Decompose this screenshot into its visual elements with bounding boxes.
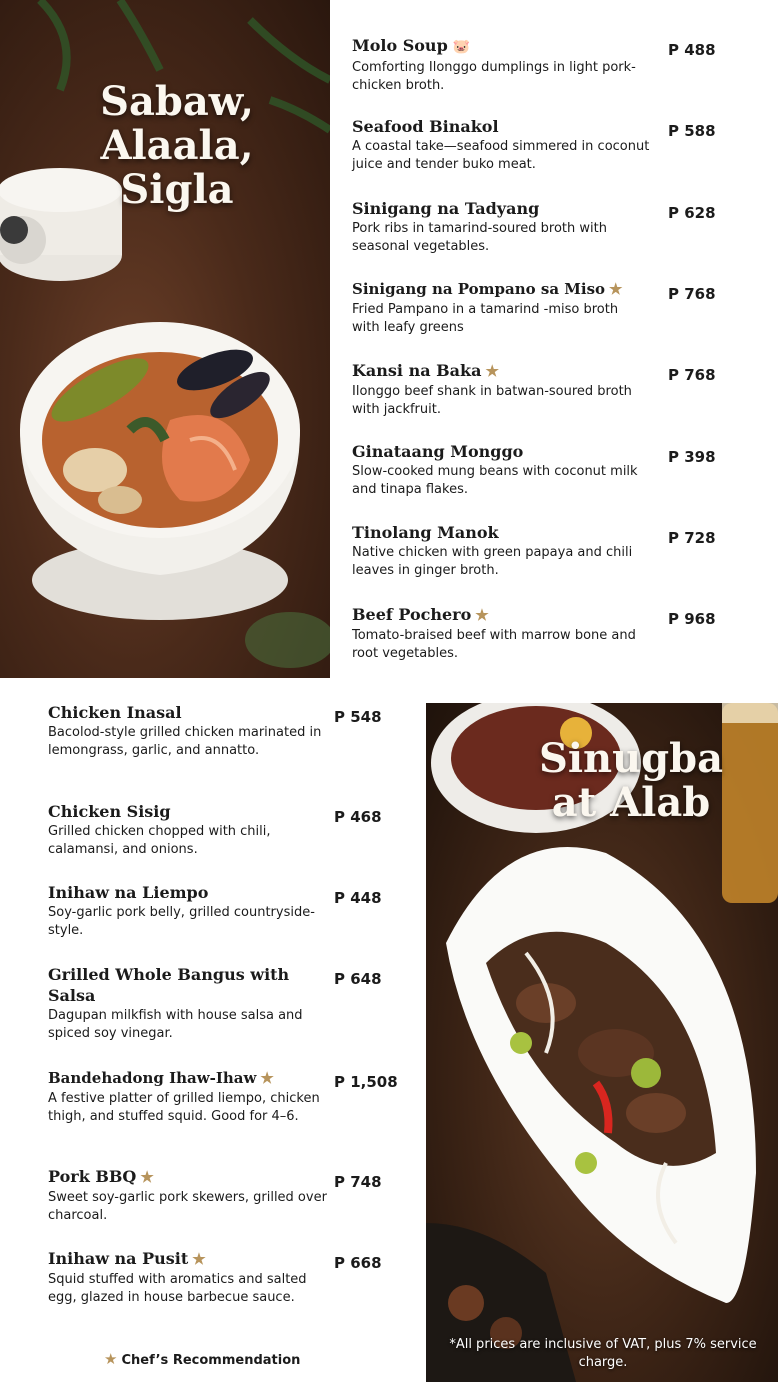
section-title-soups — [82, 80, 272, 212]
title-line: Sigla — [120, 166, 234, 213]
menu-item — [48, 1166, 330, 1225]
item-name: Pork BBQ ★ — [48, 1167, 154, 1186]
title-line: Sinugba — [538, 735, 724, 782]
item-name: Tinolang Manok — [352, 523, 499, 542]
title-line: at Alab — [551, 779, 711, 826]
item-description: A coastal take—seafood simmered in coconut juice and tender buko meat. — [352, 139, 650, 172]
item-name: Molo Soup 🐷 — [352, 36, 471, 55]
menu-item — [352, 441, 652, 499]
item-description: Comforting Ilonggo dumplings in light pork-chicken broth. — [352, 60, 636, 93]
item-name: Ginataang Monggo — [352, 442, 524, 461]
item-description: Squid stuffed with aromatics and salted egg, glazed in house barbecue sauce. — [48, 1272, 307, 1305]
item-price: P 768 — [668, 285, 716, 303]
star-icon: ★ — [104, 1350, 118, 1368]
item-description: Pork ribs in tamarind-soured broth with seasonal vegetables. — [352, 221, 607, 254]
item-description: Soy-garlic pork belly, grilled countryside-style. — [48, 905, 315, 938]
menu-item — [48, 702, 328, 760]
item-price: P 468 — [334, 808, 382, 826]
menu-item — [48, 882, 328, 940]
menu-item — [352, 279, 664, 337]
item-price: P 548 — [334, 708, 382, 726]
price-footnote: *All prices are inclusive of VAT, plus 7% service charge. — [449, 1337, 757, 1370]
star-icon: ★ — [485, 362, 499, 380]
item-price: P 648 — [334, 970, 382, 988]
item-price: P 628 — [668, 204, 716, 222]
menu-item — [48, 1068, 328, 1126]
title-line: Sabaw, — [100, 78, 254, 125]
item-name: Beef Pochero ★ — [352, 605, 489, 624]
item-name: Inihaw na Liempo — [48, 883, 209, 902]
menu-item — [352, 198, 652, 256]
item-price: P 768 — [668, 366, 716, 384]
grill-photo — [426, 703, 778, 1382]
title-line: Alaala, — [100, 122, 254, 169]
star-icon: ★ — [260, 1069, 274, 1087]
item-price: P 748 — [334, 1173, 382, 1191]
item-price: P 448 — [334, 889, 382, 907]
menu-item — [48, 964, 328, 1043]
item-description: A festive platter of grilled liempo, chicken thigh, and stuffed squid. Good for 4–6. — [48, 1091, 320, 1124]
star-icon: ★ — [140, 1168, 154, 1186]
item-price: P 1,508 — [334, 1073, 398, 1091]
legend-label: Chef’s Recommendation — [121, 1353, 301, 1368]
item-description: Ilonggo beef shank in batwan-soured broth with jackfruit. — [352, 384, 632, 417]
section-title-grill — [486, 737, 776, 825]
item-name: Kansi na Baka ★ — [352, 361, 499, 380]
soup-photo — [0, 0, 330, 678]
star-icon: ★ — [475, 606, 489, 624]
item-name: Seafood Binakol — [352, 117, 499, 136]
item-price: P 968 — [668, 610, 716, 628]
star-icon: ★ — [609, 280, 623, 298]
item-name: Chicken Sisig — [48, 802, 171, 821]
item-description: Fried Pampano in a tamarind -miso broth with leafy greens — [352, 302, 619, 335]
item-price: P 398 — [668, 448, 716, 466]
item-price: P 488 — [668, 41, 716, 59]
item-name: Grilled Whole Bangus with Salsa — [48, 965, 290, 1005]
item-price: P 588 — [668, 122, 716, 140]
menu-item — [352, 604, 657, 663]
menu-item — [352, 360, 652, 419]
star-icon: ★ — [192, 1250, 206, 1268]
item-description: Slow-cooked mung beans with coconut milk and tinapa flakes. — [352, 464, 638, 497]
item-name: Chicken Inasal — [48, 703, 182, 722]
pig-icon: 🐷 — [452, 39, 471, 55]
item-description: Dagupan milkfish with house salsa and spiced soy vinegar. — [48, 1008, 303, 1041]
item-name: Sinigang na Tadyang — [352, 199, 540, 218]
item-name: Inihaw na Pusit ★ — [48, 1249, 206, 1268]
legend-chef-recommendation — [104, 1350, 300, 1368]
item-price: P 728 — [668, 529, 716, 547]
item-description: Bacolod-style grilled chicken marinated in lemongrass, garlic, and annatto. — [48, 725, 322, 758]
menu-item — [48, 801, 328, 859]
item-name: Sinigang na Pompano sa Miso ★ — [352, 280, 623, 298]
item-description: Tomato-braised beef with marrow bone and root vegetables. — [352, 628, 636, 661]
item-description: Sweet soy-garlic pork skewers, grilled over charcoal. — [48, 1190, 327, 1223]
item-description: Native chicken with green papaya and chili leaves in ginger broth. — [352, 545, 633, 578]
item-price: P 668 — [334, 1254, 382, 1272]
menu-item — [48, 1248, 328, 1307]
menu-item — [352, 522, 652, 580]
menu-item — [352, 35, 652, 95]
menu-item — [352, 116, 652, 174]
item-description: Grilled chicken chopped with chili, calamansi, and onions. — [48, 824, 271, 857]
item-name: Bandehadong Ihaw-Ihaw ★ — [48, 1069, 274, 1087]
